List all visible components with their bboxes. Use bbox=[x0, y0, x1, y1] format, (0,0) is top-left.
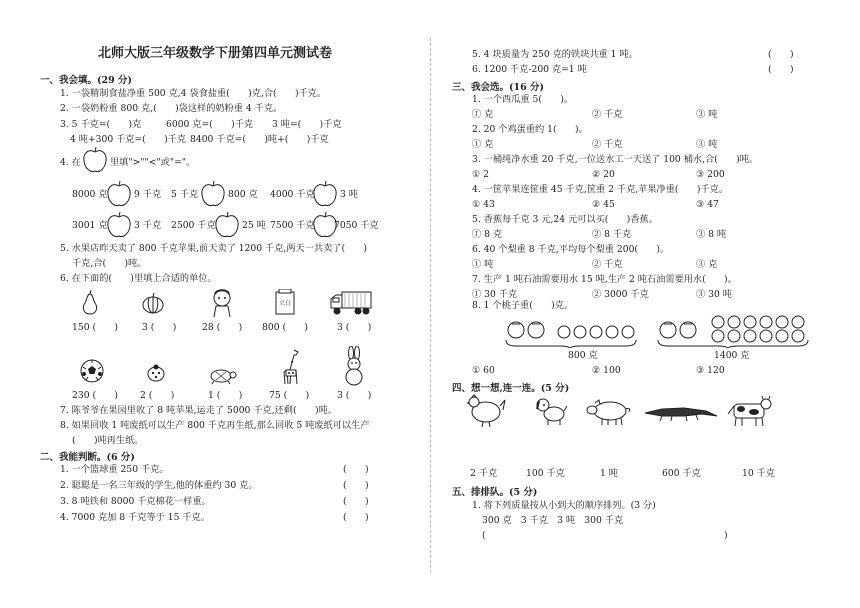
cmp-r1-d: 800 克 bbox=[228, 189, 258, 200]
judge-1-paren: ( ) bbox=[343, 464, 369, 475]
q1-5a: 5. 水果店昨天卖了 800 千克苹果,前天卖了 1200 千克,两天一共卖了( ) bbox=[60, 243, 367, 254]
truck-icon bbox=[330, 290, 372, 316]
choice-6-opt-a: ① 吨 bbox=[472, 259, 494, 270]
q1-8b: ( )吨再生纸。 bbox=[72, 435, 144, 446]
turtle-icon bbox=[207, 367, 237, 385]
choice-3-opt-b: ② 20 bbox=[592, 169, 615, 180]
sort-question: 1. 将下列质量按从小到大的顺序排列。(3 分) bbox=[472, 500, 656, 511]
judge-3-paren: ( ) bbox=[343, 496, 369, 507]
weight-3: 600 千克 bbox=[662, 468, 701, 479]
choice-8-opt-c: ③ 120 bbox=[696, 365, 725, 376]
hen-icon bbox=[466, 394, 506, 428]
crocodile-icon bbox=[644, 404, 718, 422]
choice-7: 7. 生产 1 吨石油需要用水 15 吨,生产 2 吨石油需要用水( )。 bbox=[472, 274, 737, 285]
choice-1: 1. 一个西瓜重 5( )。 bbox=[472, 94, 574, 105]
section-1-heading: 一、我会填。(29 分) bbox=[40, 75, 133, 86]
choice-6-opt-b: ② 千克 bbox=[592, 259, 623, 270]
cmp-r1-e: 4000 千克 bbox=[270, 189, 315, 200]
fruit-group-1400-icon bbox=[656, 312, 812, 348]
section-2-heading: 二、我能判断。(6 分) bbox=[40, 452, 135, 463]
sort-answer-open: ( bbox=[482, 530, 486, 541]
choice-4-opt-a: ① 43 bbox=[472, 199, 495, 210]
apple-icon bbox=[82, 146, 108, 174]
child-icon bbox=[208, 288, 236, 318]
choice-3-opt-a: ① 2 bbox=[472, 169, 490, 180]
q1-7: 7. 陈爷爷在果园里收了 8 吨苹果,运走了 5000 千克,还剩( )吨。 bbox=[60, 405, 337, 416]
cmp-r2-c: 2500 千克 bbox=[171, 220, 216, 231]
q1-3a: 3. 5 千克=( )克 bbox=[60, 119, 142, 130]
choice-8-opt-b: ② 100 bbox=[592, 365, 621, 376]
cow-icon bbox=[726, 396, 772, 428]
choice-4-opt-b: ② 45 bbox=[592, 199, 615, 210]
pear-icon bbox=[80, 290, 100, 316]
cmp-r2-f: 7050 千克 bbox=[334, 220, 379, 231]
unit-r1-0: 150 ( ) bbox=[72, 322, 119, 333]
choice-5-opt-c: ③ 8 吨 bbox=[696, 229, 727, 240]
judge-6: 6. 1200 千克-200 克=1 吨 bbox=[472, 64, 587, 75]
unit-r1-3: 800 ( ) bbox=[262, 322, 309, 333]
unit-r2-1: 2 ( ) bbox=[140, 390, 175, 401]
cmp-r2-d: 25 吨 bbox=[242, 220, 266, 231]
soccer-ball-icon bbox=[80, 359, 104, 383]
weight-0: 2 千克 bbox=[470, 468, 498, 479]
choice-2-opt-c: ③ 吨 bbox=[696, 139, 718, 150]
judge-4-paren: ( ) bbox=[343, 512, 369, 523]
unit-r2-0: 230 ( ) bbox=[72, 390, 119, 401]
page-title: 北师大版三年级数学下册第四单元测试卷 bbox=[97, 46, 332, 61]
choice-1-opt-c: ③ 吨 bbox=[696, 109, 718, 120]
box-label: 立白 bbox=[278, 300, 292, 307]
unit-r2-3: 75 ( ) bbox=[269, 390, 310, 401]
cmp-r1-b: 9 千克 bbox=[134, 189, 162, 200]
choice-2-opt-b: ② 千克 bbox=[592, 139, 623, 150]
q1-4-suffix: 里填">""<"或"="。 bbox=[110, 157, 196, 168]
choice-4: 4. 一筐苹果连筐重 45 千克,筐重 2 千克,苹果净重( )千克。 bbox=[472, 184, 729, 195]
sort-values: 300 克 3 千克 3 吨 300 千克 bbox=[482, 515, 624, 526]
cmp-r2-b: 3 千克 bbox=[134, 220, 162, 231]
q1-3d: 4 吨+300 千克=( )千克 bbox=[70, 134, 187, 145]
unit-r1-2: 28 ( ) bbox=[202, 322, 243, 333]
column-divider bbox=[430, 38, 431, 573]
unit-r2-2: 1 ( ) bbox=[208, 390, 243, 401]
judge-6-paren: ( ) bbox=[768, 64, 794, 75]
q1-8a: 8. 如果回收 1 吨废纸可以生产 800 千克再生纸,那么回收 5 吨废纸可以生产 bbox=[60, 420, 370, 431]
choice-1-opt-a: ① 克 bbox=[472, 109, 494, 120]
choice-7-opt-c: ③ 30 吨 bbox=[696, 289, 732, 300]
cmp-r1-c: 5 千克 bbox=[171, 189, 199, 200]
choice-4-opt-c: ③ 47 bbox=[696, 199, 719, 210]
section-5-heading: 五、排排队。(5 分) bbox=[452, 487, 538, 498]
cmp-r2-e: 7500 千克 bbox=[270, 220, 315, 231]
pig-icon bbox=[586, 398, 632, 426]
rabbit-icon bbox=[342, 346, 366, 386]
apple-icon bbox=[106, 211, 132, 239]
q1-1: 1. 一袋精制食盐净重 500 克,4 袋食盐重( )克,合( )千克。 bbox=[60, 88, 327, 99]
choice-7-opt-b: ② 3000 千克 bbox=[592, 289, 649, 300]
judge-3: 3. 8 吨铁和 8000 千克棉花一样重。 bbox=[60, 496, 211, 507]
section-3-heading: 三、我会选。(16 分) bbox=[452, 82, 545, 93]
cmp-r2-a: 3001 克 bbox=[72, 220, 108, 231]
choice-7-opt-a: ① 30 千克 bbox=[472, 289, 518, 300]
unit-r2-4: 3 ( ) bbox=[337, 390, 372, 401]
weight-2: 1 吨 bbox=[600, 468, 618, 479]
choice-6: 6. 40 个梨重 8 千克,平均每个梨重 200( )。 bbox=[472, 244, 670, 255]
section-4-heading: 四、想一想,连一连。(5 分) bbox=[452, 383, 570, 394]
choice-5-opt-a: ① 8 克 bbox=[472, 229, 503, 240]
weight-4: 10 千克 bbox=[742, 468, 775, 479]
choice-1-opt-b: ② 千克 bbox=[592, 109, 623, 120]
brace-label-1400: 1400 克 bbox=[714, 350, 750, 361]
sort-answer-close: ) bbox=[724, 530, 728, 541]
unit-r1-4: 3 ( ) bbox=[337, 322, 372, 333]
detergent-box-icon bbox=[275, 289, 295, 315]
apple-icon bbox=[312, 180, 338, 208]
giraffe-icon bbox=[280, 348, 302, 386]
judge-5-paren: ( ) bbox=[768, 49, 794, 60]
q1-3b: 6000 克=( )千克 bbox=[166, 119, 254, 130]
cmp-r1-a: 8000 克 bbox=[72, 189, 108, 200]
choice-8-opt-a: ① 60 bbox=[472, 365, 495, 376]
choice-6-opt-c: ③ 克 bbox=[696, 259, 718, 270]
choice-3: 3. 一桶纯净水重 20 千克,一位送水工一天送了 100 桶水,合( )吨。 bbox=[472, 154, 759, 165]
right-column bbox=[432, 0, 860, 608]
brace-label-800: 800 克 bbox=[568, 350, 598, 361]
ladybug-icon bbox=[146, 364, 166, 382]
q1-5b: 千克,合( )吨。 bbox=[72, 258, 147, 269]
unit-r1-1: 3 ( ) bbox=[142, 322, 177, 333]
apple-icon bbox=[200, 180, 226, 208]
weight-1: 100 千克 bbox=[526, 468, 565, 479]
q1-3e: 8400 千克=( )吨+( )千克 bbox=[190, 134, 329, 145]
pumpkin-icon bbox=[142, 292, 164, 314]
judge-4: 4. 7000 克加 8 千克等于 15 千克。 bbox=[60, 512, 210, 523]
choice-2: 2. 20 个鸡蛋重约 1( )。 bbox=[472, 124, 588, 135]
q1-2: 2. 一袋奶粉重 800 克,( )袋这样的奶粉重 4 千克。 bbox=[60, 103, 283, 114]
fruit-group-800-icon bbox=[504, 318, 638, 348]
choice-5: 5. 香蕉每千克 3 元,24 元可以买( )香蕉。 bbox=[472, 214, 658, 225]
judge-2: 2. 聪聪是一名三年级的学生,他的体重约 30 克。 bbox=[60, 480, 258, 491]
apple-icon bbox=[106, 180, 132, 208]
q1-4-prefix: 4. 在 bbox=[60, 157, 81, 168]
choice-2-opt-a: ① 克 bbox=[472, 139, 494, 150]
choice-3-opt-c: ③ 200 bbox=[696, 169, 725, 180]
judge-1: 1. 一个篮球重 250 千克。 bbox=[60, 464, 169, 475]
choice-8: 8. 1 个桃子重( )克。 bbox=[472, 300, 574, 311]
puppy-icon bbox=[534, 396, 568, 426]
cmp-r1-f: 3 吨 bbox=[340, 189, 358, 200]
apple-icon bbox=[214, 211, 240, 239]
choice-5-opt-b: ② 8 千克 bbox=[592, 229, 632, 240]
judge-2-paren: ( ) bbox=[343, 480, 369, 491]
q1-6: 6. 在下面的( )里填上合适的单位。 bbox=[60, 273, 217, 284]
q1-3c: 3 吨=( )千克 bbox=[272, 119, 342, 130]
judge-5: 5. 4 块质量为 250 克的铁块共重 1 吨。 bbox=[472, 49, 638, 60]
